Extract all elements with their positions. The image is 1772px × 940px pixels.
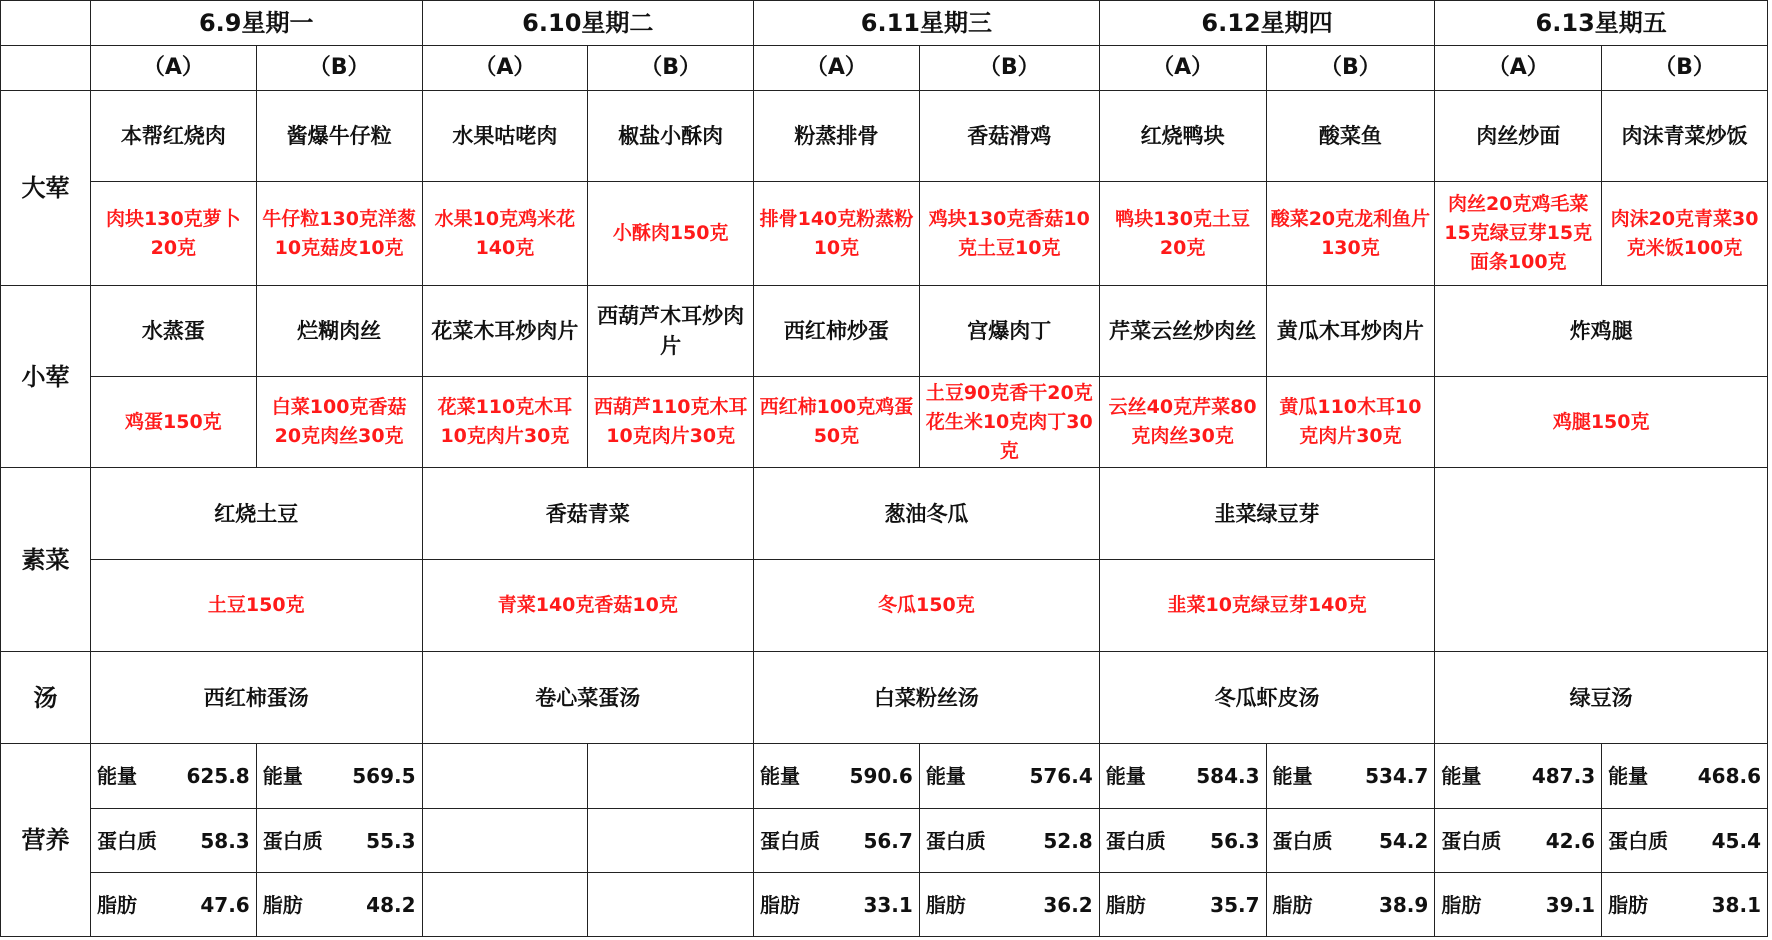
energy-label: 能量 (96, 764, 137, 788)
energy-label: 能量 (262, 764, 303, 788)
energy-tue-b (588, 744, 754, 809)
small-ingredients-tue-a: 花菜110克木耳10克肉片30克 (422, 377, 588, 468)
day-header-thu: 6.12星期四 (1099, 1, 1435, 46)
protein-value: 56.7 (863, 828, 913, 853)
energy-fri-b (1602, 744, 1768, 809)
corner-cell (1, 1, 91, 46)
veg-ingredients-mon: 土豆150克 (90, 560, 422, 652)
small-dish-wed-b: 宫爆肉丁 (919, 286, 1099, 377)
veg-dish-row (1, 468, 1768, 560)
energy-mon-a (90, 744, 256, 809)
protein-value: 52.8 (1043, 828, 1093, 853)
fat-mon-b (256, 873, 422, 937)
main-dish-wed-a: 粉蒸排骨 (754, 91, 920, 182)
day-header-mon: 6.9星期一 (90, 1, 422, 46)
category-veg: 素菜 (1, 468, 91, 652)
fat-label: 脂肪 (1105, 892, 1146, 917)
protein-mon-a (90, 809, 256, 873)
small-dish-row (1, 286, 1768, 377)
main-ingredients-thu-b: 酸菜20克龙利鱼片130克 (1266, 182, 1435, 286)
day-header-wed: 6.11星期三 (754, 1, 1100, 46)
fat-mon-a (90, 873, 256, 937)
energy-label: 能量 (1272, 764, 1313, 788)
category-soup: 汤 (1, 652, 91, 744)
energy-mon-b (256, 744, 422, 809)
energy-tue-a (422, 744, 588, 809)
veg-dish-mon: 红烧土豆 (90, 468, 422, 560)
small-dish-mon-a: 水蒸蛋 (90, 286, 256, 377)
energy-value: 576.4 (1029, 764, 1093, 788)
day-header-tue: 6.10星期二 (422, 1, 754, 46)
veg-dish-tue: 香菇青菜 (422, 468, 754, 560)
small-dish-tue-a: 花菜木耳炒肉片 (422, 286, 588, 377)
main-dish-fri-b: 肉沫青菜炒饭 (1602, 91, 1768, 182)
category-main: 大荤 (1, 91, 91, 286)
main-ingredient-row (1, 182, 1768, 286)
protein-thu-a (1099, 809, 1266, 873)
fat-value: 38.1 (1711, 892, 1761, 917)
protein-thu-b (1266, 809, 1435, 873)
main-ingredients-mon-a: 肉块130克萝卜20克 (90, 182, 256, 286)
nutrition-energy-row (1, 744, 1768, 809)
energy-label: 能量 (925, 764, 966, 788)
veg-ingredients-tue: 青菜140克香菇10克 (422, 560, 754, 652)
fat-value: 39.1 (1545, 892, 1596, 917)
main-ingredients-wed-b: 鸡块130克香菇10克土豆10克 (919, 182, 1099, 286)
protein-wed-b (919, 809, 1099, 873)
option-a-wed: （A） (754, 46, 920, 91)
fat-label: 脂肪 (96, 892, 137, 917)
protein-label: 蛋白质 (1272, 828, 1333, 853)
protein-label: 蛋白质 (1608, 828, 1669, 853)
small-dish-fri: 炸鸡腿 (1435, 286, 1768, 377)
day-header-row (1, 1, 1768, 46)
protein-wed-a (754, 809, 920, 873)
veg-ingredients-thu: 韭菜10克绿豆芽140克 (1099, 560, 1435, 652)
protein-value: 56.3 (1210, 828, 1260, 853)
small-ingredients-thu-b: 黄瓜110木耳10克肉片30克 (1266, 377, 1435, 468)
veg-dish-wed: 葱油冬瓜 (754, 468, 1100, 560)
fat-label: 脂肪 (262, 892, 303, 917)
main-dish-thu-b: 酸菜鱼 (1266, 91, 1435, 182)
small-ingredients-wed-a: 西红柿100克鸡蛋50克 (754, 377, 920, 468)
main-ingredients-tue-b: 小酥肉150克 (588, 182, 754, 286)
small-ingredients-thu-a: 云丝40克芹菜80克肉丝30克 (1099, 377, 1266, 468)
energy-wed-b (919, 744, 1099, 809)
option-b-wed: （B） (919, 46, 1099, 91)
fat-thu-a (1099, 873, 1266, 937)
energy-label: 能量 (1608, 764, 1649, 788)
main-ingredients-tue-a: 水果10克鸡米花140克 (422, 182, 588, 286)
fat-fri-a (1435, 873, 1602, 937)
soup-row (1, 652, 1768, 744)
veg-dish-thu: 韭菜绿豆芽 (1099, 468, 1435, 560)
option-a-thu: （A） (1099, 46, 1266, 91)
main-dish-tue-a: 水果咕咾肉 (422, 91, 588, 182)
fat-label: 脂肪 (1272, 892, 1313, 917)
fat-value: 36.2 (1043, 892, 1093, 917)
fat-tue-b (588, 873, 754, 937)
energy-value: 468.6 (1697, 764, 1761, 788)
main-dish-mon-b: 酱爆牛仔粒 (256, 91, 422, 182)
energy-fri-a (1435, 744, 1602, 809)
protein-label: 蛋白质 (925, 828, 986, 853)
soup-wed: 白菜粉丝汤 (754, 652, 1100, 744)
day-header-fri: 6.13星期五 (1435, 1, 1768, 46)
small-ingredients-wed-b: 土豆90克香干20克花生米10克肉丁30克 (919, 377, 1099, 468)
protein-label: 蛋白质 (262, 828, 323, 853)
fat-tue-a (422, 873, 588, 937)
main-dish-thu-a: 红烧鸭块 (1099, 91, 1266, 182)
small-ingredients-mon-a: 鸡蛋150克 (90, 377, 256, 468)
small-ingredient-row (1, 377, 1768, 468)
main-dish-fri-a: 肉丝炒面 (1435, 91, 1602, 182)
fat-wed-b (919, 873, 1099, 937)
fat-value: 38.9 (1378, 892, 1429, 917)
fat-value: 33.1 (863, 892, 913, 917)
energy-thu-b (1266, 744, 1435, 809)
protein-label: 蛋白质 (1105, 828, 1166, 853)
small-ingredients-fri: 鸡腿150克 (1435, 377, 1768, 468)
main-ingredients-mon-b: 牛仔粒130克洋葱10克菇皮10克 (256, 182, 422, 286)
protein-label: 蛋白质 (760, 828, 821, 853)
protein-value: 55.3 (366, 828, 416, 853)
protein-value: 45.4 (1711, 828, 1761, 853)
energy-label: 能量 (1105, 764, 1146, 788)
protein-label: 蛋白质 (96, 828, 157, 853)
protein-value: 58.3 (200, 828, 250, 853)
nutrition-fat-row (1, 873, 1768, 937)
energy-value: 487.3 (1531, 764, 1596, 788)
main-dish-mon-a: 本帮红烧肉 (90, 91, 256, 182)
main-ingredients-fri-a: 肉丝20克鸡毛菜15克绿豆芽15克面条100克 (1435, 182, 1602, 286)
option-b-thu: （B） (1266, 46, 1435, 91)
small-dish-mon-b: 烂糊肉丝 (256, 286, 422, 377)
small-dish-wed-a: 西红柿炒蛋 (754, 286, 920, 377)
energy-wed-a (754, 744, 920, 809)
fat-label: 脂肪 (1441, 892, 1482, 917)
energy-value: 584.3 (1196, 764, 1260, 788)
protein-label: 蛋白质 (1441, 828, 1502, 853)
protein-value: 54.2 (1378, 828, 1429, 853)
small-dish-thu-b: 黄瓜木耳炒肉片 (1266, 286, 1435, 377)
energy-label: 能量 (760, 764, 801, 788)
veg-empty-fri (1435, 468, 1768, 652)
option-a-fri: （A） (1435, 46, 1602, 91)
main-ingredients-thu-a: 鸭块130克土豆20克 (1099, 182, 1266, 286)
soup-tue: 卷心菜蛋汤 (422, 652, 754, 744)
veg-ingredients-wed: 冬瓜150克 (754, 560, 1100, 652)
nutrition-protein-row (1, 809, 1768, 873)
protein-tue-b (588, 809, 754, 873)
fat-label: 脂肪 (925, 892, 966, 917)
energy-value: 625.8 (186, 764, 250, 788)
protein-tue-a (422, 809, 588, 873)
energy-thu-a (1099, 744, 1266, 809)
energy-value: 534.7 (1365, 764, 1429, 788)
main-dish-wed-b: 香菇滑鸡 (919, 91, 1099, 182)
fat-value: 35.7 (1210, 892, 1260, 917)
protein-mon-b (256, 809, 422, 873)
fat-label: 脂肪 (760, 892, 801, 917)
fat-fri-b (1602, 873, 1768, 937)
main-dish-row (1, 91, 1768, 182)
main-ingredients-wed-a: 排骨140克粉蒸粉10克 (754, 182, 920, 286)
protein-value: 42.6 (1545, 828, 1596, 853)
corner-cell-2 (1, 46, 91, 91)
category-nutrition: 营养 (1, 744, 91, 937)
option-b-mon: （B） (256, 46, 422, 91)
protein-fri-a (1435, 809, 1602, 873)
small-dish-tue-b: 西葫芦木耳炒肉片 (588, 286, 754, 377)
category-small: 小荤 (1, 286, 91, 468)
fat-label: 脂肪 (1608, 892, 1649, 917)
fat-thu-b (1266, 873, 1435, 937)
option-b-fri: （B） (1602, 46, 1768, 91)
protein-fri-b (1602, 809, 1768, 873)
small-dish-thu-a: 芹菜云丝炒肉丝 (1099, 286, 1266, 377)
option-b-tue: （B） (588, 46, 754, 91)
option-a-mon: （A） (90, 46, 256, 91)
main-ingredients-fri-b: 肉沫20克青菜30克米饭100克 (1602, 182, 1768, 286)
fat-value: 47.6 (200, 892, 250, 917)
small-ingredients-tue-b: 西葫芦110克木耳10克肉片30克 (588, 377, 754, 468)
option-header-row (1, 46, 1768, 91)
option-a-tue: （A） (422, 46, 588, 91)
soup-thu: 冬瓜虾皮汤 (1099, 652, 1435, 744)
soup-fri: 绿豆汤 (1435, 652, 1768, 744)
soup-mon: 西红柿蛋汤 (90, 652, 422, 744)
fat-wed-a (754, 873, 920, 937)
fat-value: 48.2 (366, 892, 416, 917)
energy-value: 569.5 (352, 764, 416, 788)
energy-label: 能量 (1441, 764, 1482, 788)
energy-value: 590.6 (849, 764, 913, 788)
small-ingredients-mon-b: 白菜100克香菇20克肉丝30克 (256, 377, 422, 468)
main-dish-tue-b: 椒盐小酥肉 (588, 91, 754, 182)
